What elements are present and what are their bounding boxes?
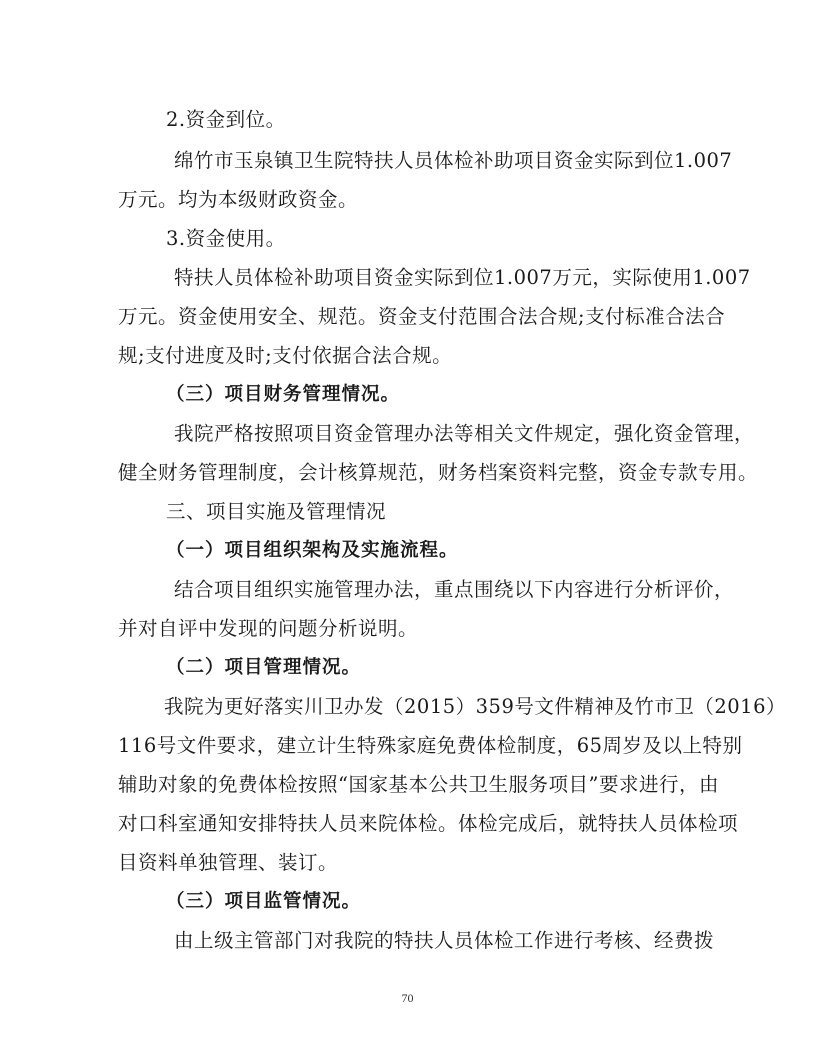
para-project-management-line-3: 辅助对象的免费体检按照“国家基本公共卫生服务项目”要求进行，由: [118, 773, 719, 796]
heading-funds-use: 3.资金使用。: [166, 227, 286, 250]
para-organization-line-1: 结合项目组织实施管理办法，重点围绕以下内容进行分析评价，: [174, 578, 735, 601]
para-project-management-line-1: 我院为更好落实川卫办发（2015）359号文件精神及竹市卫（2016）: [164, 695, 786, 718]
heading-project-management: （二）项目管理情况。: [166, 657, 362, 678]
heading-organization: （一）项目组织架构及实施流程。: [166, 540, 459, 561]
para-supervision-line-1: 由上级主管部门对我院的特扶人员体检工作进行考核、经费拨: [174, 929, 715, 952]
heading-supervision: （三）项目监管情况。: [166, 891, 362, 912]
heading-funds-arrival: 2.资金到位。: [166, 108, 286, 131]
heading-section-three: 三、项目实施及管理情况: [166, 500, 387, 523]
para-funds-use-line-1: 特扶人员体检补助项目资金实际到位1.007万元，实际使用1.007: [174, 266, 751, 289]
page-number: 70: [401, 991, 414, 1005]
para-funds-use-line-3: 规;支付进度及时;支付依据合法合规。: [118, 344, 453, 367]
para-project-management-line-4: 对口科室通知安排特扶人员来院体检。体检完成后，就特扶人员体检项: [118, 812, 739, 835]
para-funds-arrival-line-1: 绵竹市玉泉镇卫生院特扶人员体检补助项目资金实际到位1.007: [174, 149, 733, 172]
para-project-management-line-2: 116号文件要求，建立计生特殊家庭免费体检制度，65周岁及以上特别: [118, 734, 743, 757]
para-project-management-line-5: 目资料单独管理、装订。: [118, 851, 339, 874]
para-funds-use-line-2: 万元。资金使用安全、规范。资金支付范围合法合规;支付标准合法合: [118, 305, 726, 328]
para-funds-arrival-line-2: 万元。均为本级财政资金。: [118, 188, 359, 211]
para-financial-management-line-2: 健全财务管理制度，会计核算规范，财务档案资料完整，资金专款专用。: [118, 461, 759, 484]
heading-financial-management: （三）项目财务管理情况。: [166, 384, 401, 405]
para-organization-line-2: 并对自评中发现的问题分析说明。: [118, 617, 419, 640]
para-financial-management-line-1: 我院严格按照项目资金管理办法等相关文件规定，强化资金管理，: [174, 422, 755, 445]
